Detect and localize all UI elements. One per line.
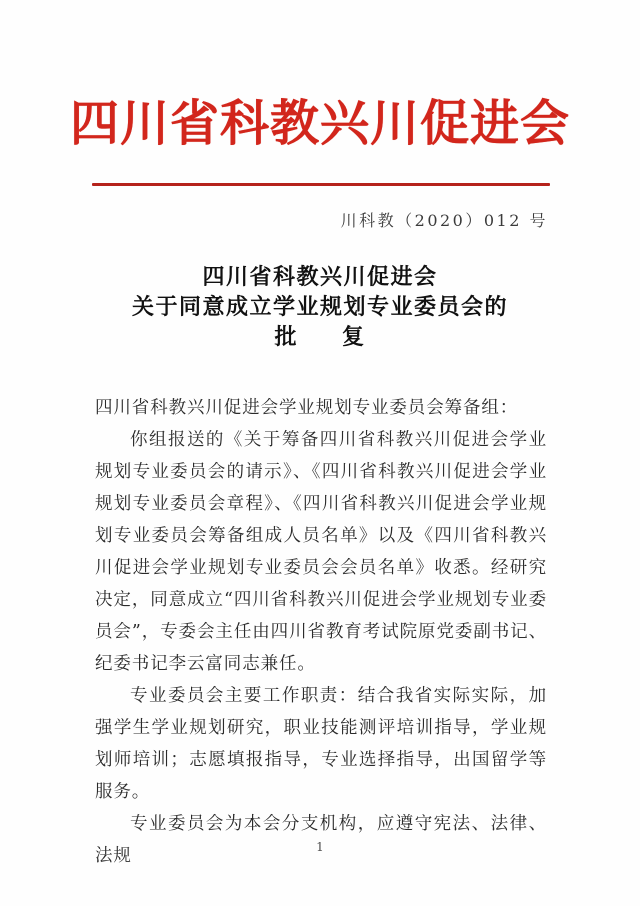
body-paragraph-1: 你组报送的《关于筹备四川省科教兴川促进会学业规划专业委员会的请示》、《四川省科教兴川促进会学业规划专业委员会章程》、《四川省科教兴川促进会学业规划专业委员会筹备组成人员名单》以及《四川省科教兴川促进会学业规划专业委员会会员名单》收悉。经研究决定，同意成立“四川省科教兴川促进会学业规划专业委员会”，专委会主任由四川省教育考试院原党委副书记、纪委书记李云富同志兼任。 [95,430,547,674]
document-body [95,392,547,872]
doctype-char-first: 批 [274,324,298,350]
document-number: 川科教（2020）012 号 [340,211,548,230]
masthead-divider-rule [92,183,550,186]
subject-line-matter: 关于同意成立学业规划专业委员会的 [131,294,508,320]
body-paragraph-3: 专业委员会为本会分支机构，应遵守宪法、法律、法规 [95,814,547,866]
subject-line-issuer: 四川省科教兴川促进会 [202,264,438,290]
subject-line-doctype [0,322,640,352]
body-paragraph-2: 专业委员会主要工作职责：结合我省实际实际，加强学生学业规划研究，职业技能测评培训指导，学业规划师培训；志愿填报指导，专业选择指导，出国留学等服务。 [95,686,547,802]
body-salutation: 四川省科教兴川促进会学业规划专业委员会筹备组： [95,398,519,418]
page-number: 1 [316,840,324,854]
doctype-char-second: 复 [342,324,366,350]
subject-title-block [0,262,640,352]
organization-name: 四川省科教兴川促进会 [69,94,570,152]
masthead [0,96,640,151]
